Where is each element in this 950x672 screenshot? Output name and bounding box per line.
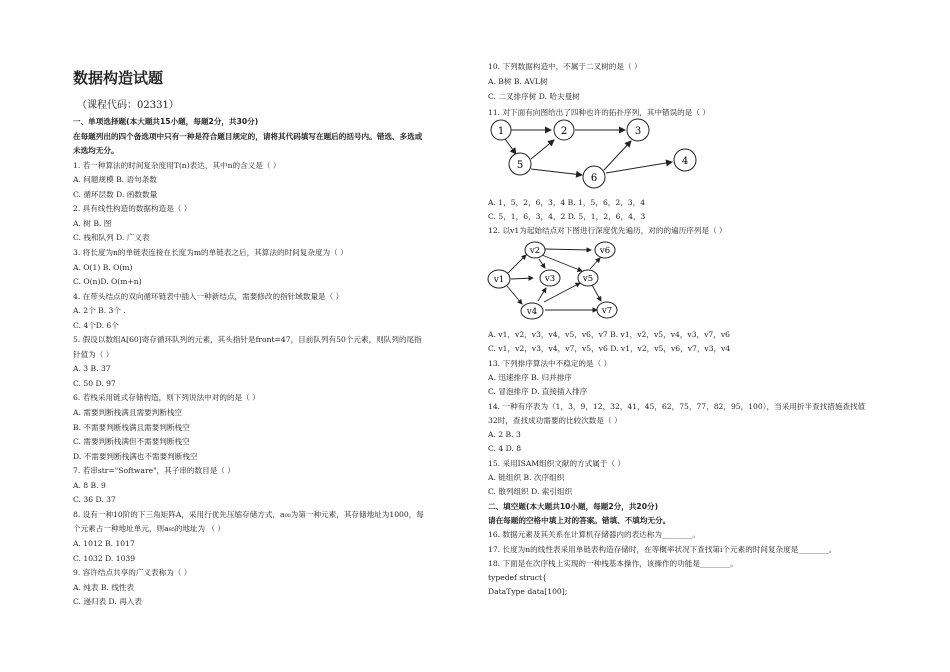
left-line: D. 不需要判断栈满也不需要判断栈空	[73, 451, 198, 461]
left-line: C. 4个D. 6个	[73, 320, 119, 330]
graph1-label-3: 3	[634, 126, 642, 137]
left-line: C. 36 D. 37	[73, 495, 116, 505]
right-bottom-line: 13. 下列排序算法中不稳定的是（ ）	[488, 358, 612, 368]
graph1-label-6: 6	[590, 173, 598, 184]
left-line: A. 2个 B. 3个 .	[73, 306, 126, 316]
left-line: 一、单项选择题(本大题共15小题，每题2分，共30分)	[73, 117, 259, 126]
left-line: 7. 若串str="Software"，其子串的数目是（ ）	[73, 466, 235, 476]
left-line: 未选均无分。	[73, 146, 119, 156]
right-top-line: 10. 下列数据构造中，不属于二叉树的是（ ）	[488, 62, 642, 71]
graph2-label-v1: v1	[493, 275, 505, 285]
left-line: C. O(n)D. O(m+n)	[73, 277, 142, 287]
left-line: 4. 在带头结点的双向循环链表中插入一种新结点，需要修改的指针域数量是（ ）	[73, 291, 344, 301]
right-mid-line: C. 5，1，6，3，4，2 D. 5，1，2，6，4，3	[488, 212, 646, 222]
right-mid-line: A. 1，5，2，6，3，4 B. 1，5，6，2，3，4	[488, 198, 646, 207]
graph2-label-v7: v7	[601, 306, 613, 316]
graph2-label-v4: v4	[526, 307, 538, 317]
right-bottom-line: 17. 长度为n的线性表采用单链表构造存储时，在等概率状况下查找第i个元素的时间复杂度是________。	[488, 544, 837, 554]
right-bottom-line: A. 链组织 B. 次序组织	[488, 473, 565, 482]
course-code: （课程代码：02331）	[77, 100, 179, 111]
graph1-label-4: 4	[681, 156, 689, 167]
left-line: 2. 具有线性构造的数据构造是（ ）	[73, 204, 192, 214]
right-mid-line: 12. 以v1为起始结点对下图进行深度优先遍历，对的的遍历序列是（ ）	[488, 226, 727, 236]
left-line: C. 栈和队列 D. 广义表	[73, 233, 150, 243]
dfs-graph	[484, 238, 634, 326]
graph1-label-5: 5	[516, 160, 524, 171]
left-line: 5. 假设以数组A[60]寄存循环队列的元素，其头指针是front=47，目前队列有50个元素，则队列的尾指	[73, 335, 422, 345]
left-line: C. 需要判断栈满但不需要判断栈空	[73, 437, 190, 447]
left-line: A. 1012 B. 1017	[73, 538, 135, 548]
graph1-label-2: 2	[560, 126, 568, 137]
right-bottom-line: 二、填空题(本大题共10小题，每题2分，共20分)	[488, 501, 659, 511]
left-line: 个元素占一种地址单元，则a₈₅的地址为 （ ）	[73, 524, 226, 534]
graph2-label-v3: v3	[544, 274, 556, 284]
right-bottom-line: 18. 下面是在次序栈上实现的一种栈基本操作，该操作的功能是________。	[488, 558, 738, 568]
right-bottom-line: typedef struct{	[488, 573, 547, 583]
left-line: A. 纯表 B. 线性表	[73, 582, 135, 592]
left-line: 6. 若栈采用链式存储构造，则下列说法中对的的是（ ）	[73, 393, 260, 403]
right-bottom-line: DataType data[100];	[488, 587, 568, 597]
right-bottom-line: A. 迅速排序 B. 归并排序	[488, 372, 572, 382]
left-line: A. 8 B. 9	[73, 480, 106, 490]
right-bottom-line: C. 散列组织 D. 索引组织	[488, 487, 573, 497]
page-title: 数据构造试题	[73, 69, 164, 87]
right-bottom-line: A. 2 B. 3	[488, 430, 521, 440]
left-line: A. 树 B. 图	[73, 218, 112, 228]
left-line: A. 需要判断栈满且需要判断栈空	[73, 408, 183, 417]
left-line: 9. 容许结点共享的广义表称为（ ）	[73, 568, 192, 578]
graph2-label-v2: v2	[529, 246, 541, 256]
right-bottom-line: 16. 数据元素及其关系在计算机存储器内的表达称为________。	[488, 530, 700, 540]
right-top-line: C. 二叉排序树 D. 哈夫曼树	[488, 92, 580, 102]
left-line: 8. 设有一种10阶的下三角矩阵A，采用行优先压缩存储方式，a₀₀为第一种元素，其存储地址为1000，每	[73, 509, 424, 519]
right-bottom-line: 15. 采用ISAM组织文献的方式属于（ ）	[488, 458, 626, 468]
right-bottom-line: C. v1，v2，v3，v4，v7，v5，v6 D. v1，v2，v5，v6，v7，v3，v4	[488, 344, 731, 354]
left-line: 在每题列出的四个备选项中只有一种是符合题目规定的，请将其代码填写在题后的括号内。错选、多选或	[73, 131, 423, 141]
left-line: A. O(1) B. O(m)	[73, 262, 133, 272]
right-bottom-line: 14. 一种有序表为（1，3，9，12，32，41，45，62，75，77，82，95，100），当采用折半查找措施查找值	[488, 401, 866, 411]
left-line: C. 递归表 D. 再入表	[73, 597, 142, 607]
right-bottom-line: C. 4 D. 8	[488, 444, 522, 454]
right-bottom-line: C. 冒泡排序 D. 直接插入排序	[488, 387, 588, 397]
graph2-label-v6: v6	[599, 246, 611, 256]
right-top-line: A. B树 B. AVL树	[488, 77, 548, 87]
left-line: 3. 将长度为n的单链表连接在长度为m的单链表之后，其算法的时间复杂度为（ ）	[73, 247, 348, 257]
right-bottom-line: 32时，查找成功需要的比较次数是（ ）	[488, 415, 622, 425]
left-line: 针值为（ ）	[73, 349, 114, 359]
graph1-label-1: 1	[497, 126, 505, 137]
left-line: A. 3 B. 37	[73, 364, 111, 374]
graph2-label-v5: v5	[582, 274, 594, 284]
topological-graph	[487, 118, 707, 190]
left-line: C. 循环层数 D. 函数数量	[73, 189, 158, 199]
left-line: C. 50 D. 97	[73, 378, 116, 388]
right-bottom-line: A. v1，v2，v3，v4，v5，v6，v7 B. v1，v2，v5，v4，v3，v7，v6	[488, 330, 730, 339]
left-line: B. 不需要判断栈满且需要判断栈空	[73, 422, 190, 432]
right-top-line: 11. 对下面有向图给出了四种也许的拓扑序列，其中错误的是（ ）	[488, 107, 710, 117]
right-bottom-line: 请在每题的空格中填上对的答案。错填、不填均无分。	[488, 515, 671, 525]
left-line: 1. 若一种算法的时间复杂度用T(n)表达，其中n的含义是（ ）	[73, 160, 281, 170]
left-line: C. 1032 D. 1039	[73, 553, 136, 563]
left-line: A. 问题规模 B. 语句条数	[73, 175, 157, 185]
